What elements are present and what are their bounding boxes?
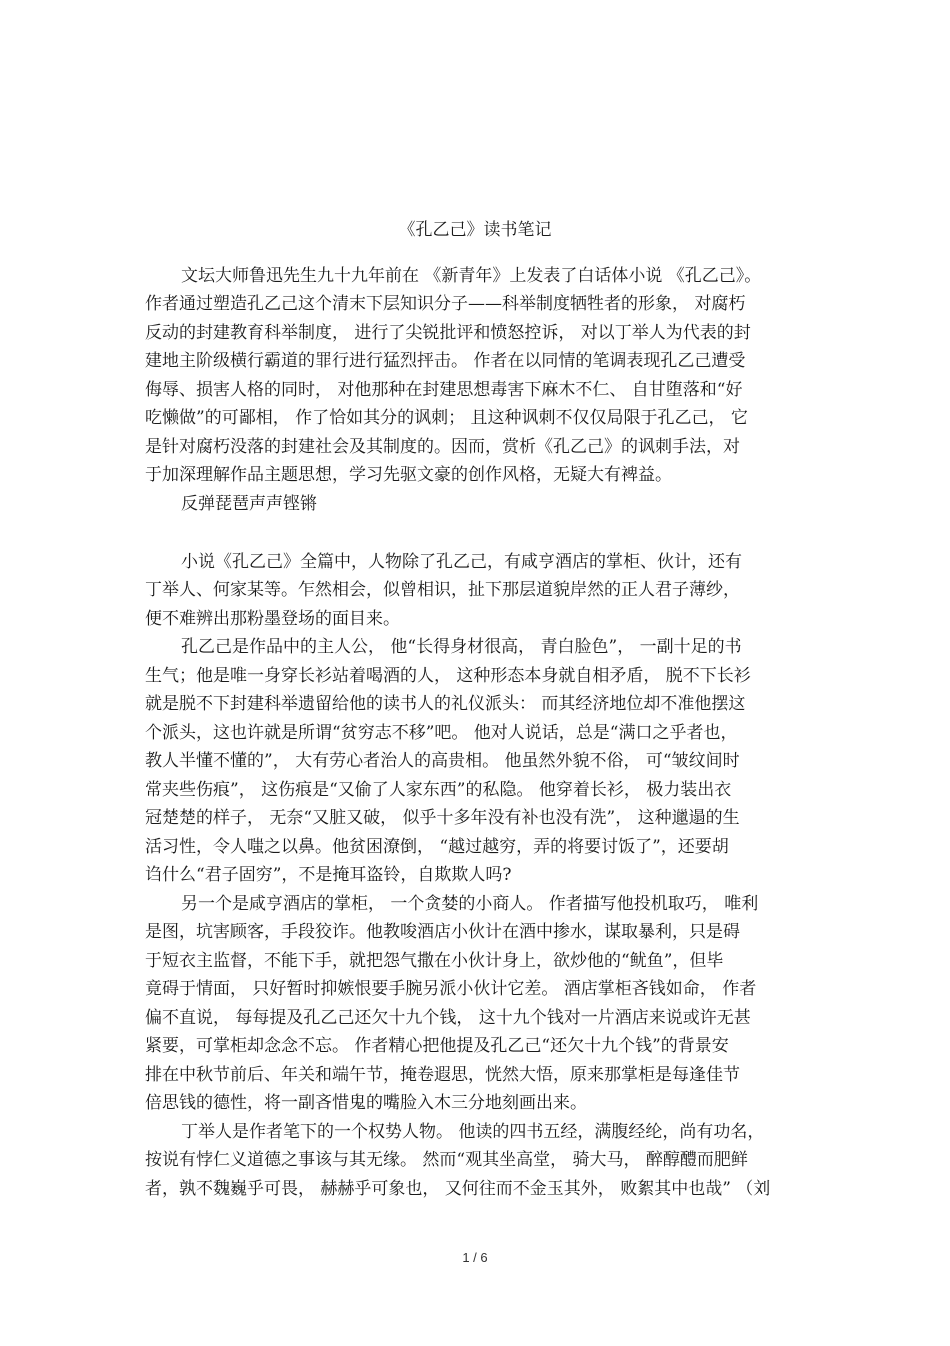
- text-line: 丁举人是作者笔下的一个权势人物。 他读的四书五经，满腹经纶，尚有功名，: [181, 1122, 765, 1142]
- text-line: 教人半懂不懂的”， 大有劳心者治人的高贵相。 他虽然外貌不俗， 可“皱纹间时: [145, 751, 740, 771]
- page-number: 1 / 6: [462, 1250, 488, 1265]
- text-line: 活习性，令人嗤之以鼻。他贫困潦倒， “越过越穷，弄的将要讨饭了”，还要胡: [145, 837, 729, 857]
- text-line: 侮辱、损害人格的同时， 对他那种在封建思想毒害下麻木不仁、 自甘堕落和“好: [145, 380, 743, 400]
- text-line: 诌什么“君子固穷”，不是掩耳盗铃，自欺欺人吗?: [145, 865, 512, 885]
- text-line: 吃懒做”的可鄙相， 作了恰如其分的讽刺； 且这种讽刺不仅仅局限于孔乙己， 它: [145, 408, 748, 428]
- text-line: 建地主阶级横行霸道的罪行进行猛烈抨击。 作者在以同情的笔调表现孔乙己遭受: [145, 351, 746, 371]
- text-line: 于加深理解作品主题思想，学习先驱文豪的创作风格，无疑大有裨益。: [145, 465, 672, 485]
- text-line: 丁举人、何家某等。乍然相会，似曾相识，扯下那层道貌岸然的正人君子薄纱，: [145, 580, 740, 600]
- section-heading: 反弹琵琶声声铿锵: [181, 494, 317, 514]
- text-line: 另一个是咸亨酒店的掌柜， 一个贪婪的小商人。 作者描写他投机取巧， 唯利: [181, 894, 759, 914]
- text-line: 小说《孔乙己》全篇中，人物除了孔乙己，有咸亨酒店的掌柜、伙计，还有: [181, 552, 742, 572]
- text-line: 作者通过塑造孔乙己这个清末下层知识分子——科举制度牺牲者的形象， 对腐朽: [145, 294, 746, 314]
- text-line: 于短衣主监督，不能下手，就把怨气撒在小伙计身上，欲炒他的“鱿鱼”，但毕: [145, 951, 724, 971]
- text-line: 倍思钱的德性，将一副吝惜鬼的嘴脸入木三分地刻画出来。: [145, 1093, 587, 1113]
- text-line: 个派头，这也许就是所谓“贫穷志不移”吧。 他对人说话，总是“满口之乎者也，: [145, 723, 738, 743]
- text-line: 是针对腐朽没落的封建社会及其制度的。因而，赏析《孔乙己》的讽刺手法，对: [145, 437, 740, 457]
- text-line: 便不难辨出那粉墨登场的面目来。: [145, 609, 400, 629]
- text-line: 文坛大师鲁迅先生九十九年前在 《新青年》上发表了白话体小说 《孔乙己》。: [181, 266, 762, 286]
- text-line: 偏不直说， 每每提及孔乙己还欠十九个钱， 这十九个钱对一片酒店来说或许无甚: [145, 1008, 751, 1028]
- text-line: 冠楚楚的样子， 无奈“又脏又破， 似乎十多年没有补也没有洗”， 这种邋遢的生: [145, 808, 740, 828]
- text-line: 反动的封建教育科举制度， 进行了尖锐批评和愤怒控诉， 对以丁举人为代表的封: [145, 323, 751, 343]
- text-line: 孔乙己是作品中的主人公， 他“长得身材很高， 青白脸色”， 一副十足的书: [181, 637, 742, 657]
- text-line: 排在中秋节前后、年关和端午节，掩卷遐思，恍然大悟，原来那掌柜是每逢佳节: [145, 1065, 740, 1085]
- text-line: 常夹些伤痕”， 这伤痕是“又偷了人家东西”的私隐。 他穿着长衫， 极力装出衣: [145, 780, 732, 800]
- page-title: 《孔乙己》读书笔记: [398, 220, 552, 240]
- text-line: 生气；他是唯一身穿长衫站着喝酒的人， 这种形态本身就自相矛盾， 脱不下长衫: [145, 666, 751, 686]
- text-line: 按说有悖仁义道德之事该与其无缘。 然而“观其坐高堂， 骑大马， 醉醇醴而肥鲜: [145, 1150, 748, 1170]
- text-line: 是图，坑害顾客，手段狡诈。他教唆酒店小伙计在酒中掺水，谋取暴利，只是碍: [145, 922, 740, 942]
- text-line: 者，孰不魏巍乎可畏， 赫赫乎可象也， 又何往而不金玉其外， 败絮其中也哉” （刘: [145, 1179, 771, 1199]
- text-line: 紧要，可掌柜却念念不忘。 作者精心把他提及孔乙己“还欠十九个钱”的背景安: [145, 1036, 729, 1056]
- text-line: 就是脱不下封建科举遗留给他的读书人的礼仪派头： 而其经济地位却不准他摆这: [145, 694, 746, 714]
- text-line: 竟碍于情面， 只好暂时抑嫉恨要手腕另派小伙计它差。 酒店掌柜吝钱如命， 作者: [145, 979, 757, 999]
